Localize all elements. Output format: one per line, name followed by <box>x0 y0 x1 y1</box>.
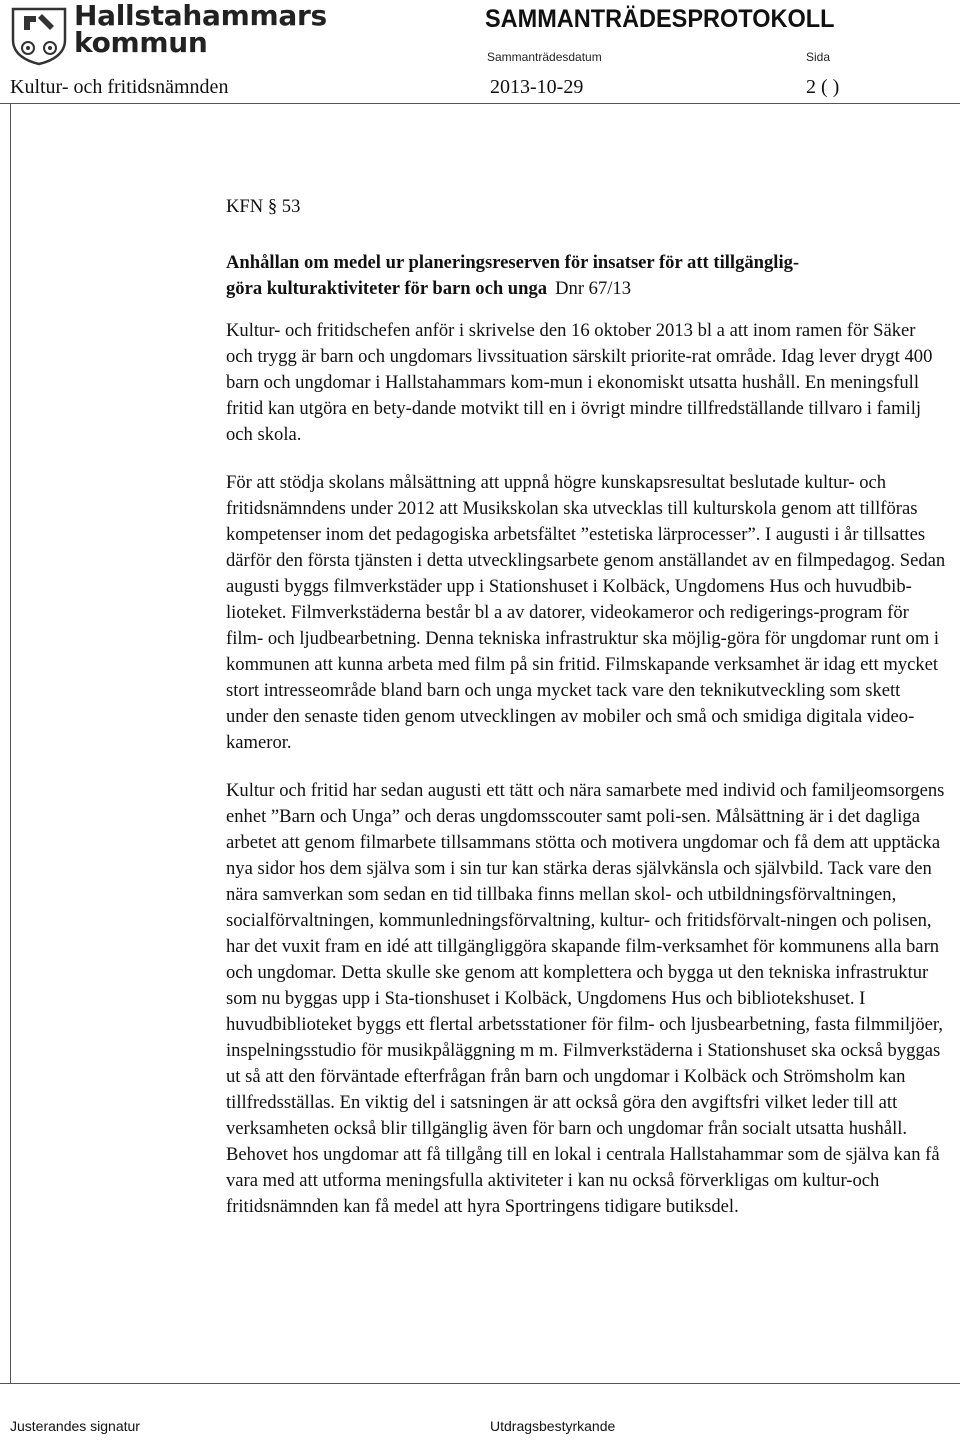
section-title-line-1: Anhållan om medel ur planeringsreserven för insatser för att tillgänglig- <box>226 252 800 273</box>
municipal-coat-of-arms-icon <box>10 6 68 66</box>
extract-certification-label: Utdragsbestyrkande <box>490 1418 616 1434</box>
page-label: Sida <box>806 50 831 64</box>
case-number: Dnr 67/13 <box>555 278 632 299</box>
meeting-date-label: Sammanträdesdatum <box>487 50 602 64</box>
left-margin-rule <box>10 103 11 1383</box>
paragraph: För att stödja skolans målsättning att uppnå högre kunskapsresultat beslutade kultur- och fritidsnämndens under 2012 att Musikskolan ska utvecklas till kulturskola genom att tillföras kompetenser inom det pedagogiska arbetsfältet ”estetiska lärprocesser”. I augusti i år tillsattes därför den första tjänsten i detta utvecklingsarbete genom anställandet av en filmpedagog. Sedan augusti byggs filmverkstäder upp i Stationshuset i Kolbäck, Ungdomens Hus och huvudbib-lioteket. Filmverkstäderna består bl a av datorer, videokameror och redigerings-program för film- och ljudbearbetning. Denna tekniska infrastruktur ska möjlig-göra för ungdomar runt om i kommunen att kunna arbeta med film på sin fritid. Filmskapande verksamhet är idag ett mycket stort intresseområde bland barn och unga mycket tack vare den teknikutveckling som skett under den senaste tiden genom utvecklingen av mobiler och små och smidiga digitala video-kameror. <box>226 472 946 753</box>
paragraph: Kultur- och fritidschefen anför i skrivelse den 16 oktober 2013 bl a att inom ramen för Säker och trygg är barn och ungdomars livssituation särskilt priorite-rat område. Idag lever drygt 400 barn och ungdomar i Hallstahammars kom-mun i ekonomiskt utsatta hushåll. En meningsfull fritid kan utgöra en bety-dande motvikt till en i övrigt mindre tillfredställande tillvaro i familj och skola. <box>226 320 933 445</box>
header-divider <box>0 103 960 104</box>
signature-label: Justerandes signatur <box>10 1418 140 1434</box>
footer-divider <box>0 1383 960 1384</box>
section-title <box>226 250 946 302</box>
section-number: KFN § 53 <box>226 196 301 217</box>
municipality-logo-text <box>74 0 327 59</box>
document-type-title: SAMMANTRÄDESPROTOKOLL <box>485 5 835 33</box>
logo-line-2: kommun <box>74 26 208 59</box>
page-number: 2 ( ) <box>806 76 840 98</box>
board-name: Kultur- och fritidsnämnden <box>10 76 229 98</box>
section-title-line-2: göra kulturaktiviteter för barn och unga <box>226 278 548 299</box>
minutes-body <box>226 194 946 1220</box>
logo-line-1: Hallstahammars <box>74 0 327 32</box>
meeting-date: 2013-10-29 <box>490 76 584 98</box>
paragraph: Kultur och fritid har sedan augusti ett tätt och nära samarbete med individ och familjeomsorgens enhet ”Barn och Unga” och deras ungdomsscouter samt poli-sen. Målsättning är i det dagliga arbetet att genom filmarbete tillsammans stötta och motivera ungdomar och få dem att upptäcka nya sidor hos dem själva som i sin tur kan stärka deras självkänsla och självbild. Tack vare den nära samverkan som sedan en tid tillbaka finns mellan skol- och utbildningsförvaltningen, socialförvaltningen, kommunledningsförvaltning, kultur- och fritidsförvalt-ningen och polisen, har det vuxit fram en idé att tillgängliggöra skapande film-verksamhet för kommunens alla barn och ungdomar. Detta skulle ske genom att komplettera och bygga ut den tekniska infrastruktur som nu byggas upp i Sta-tionshuset i Kolbäck, Ungdomens Hus och bibliotekshuset. I huvudbiblioteket byggs ett flertal arbetsstationer för film- och ljusbearbetning, fasta filmmiljöer, inspelningsstudio för musikpåläggning m m. Filmverkstäderna i Stationshuset ska också byggas ut så att den förväntade efterfrågan från barn och ungdomar i Kolbäck och Strömsholm kan tillfredsställas. En viktig del i satsningen är att också göra den avgiftsfri vilket leder till att verksamheten också blir tillgänglig även för barn och ungdomar från socialt utsatta hushåll. Behovet hos ungdomar att få tillgång till en lokal i centrala Hallstahammar som de själva kan få vara med att utforma meningsfulla aktiviteter i kan nu också förverkligas om kultur-och fritidsnämnden kan få medel att hyra Sportringens tidigare butiksdel. <box>226 780 945 1217</box>
